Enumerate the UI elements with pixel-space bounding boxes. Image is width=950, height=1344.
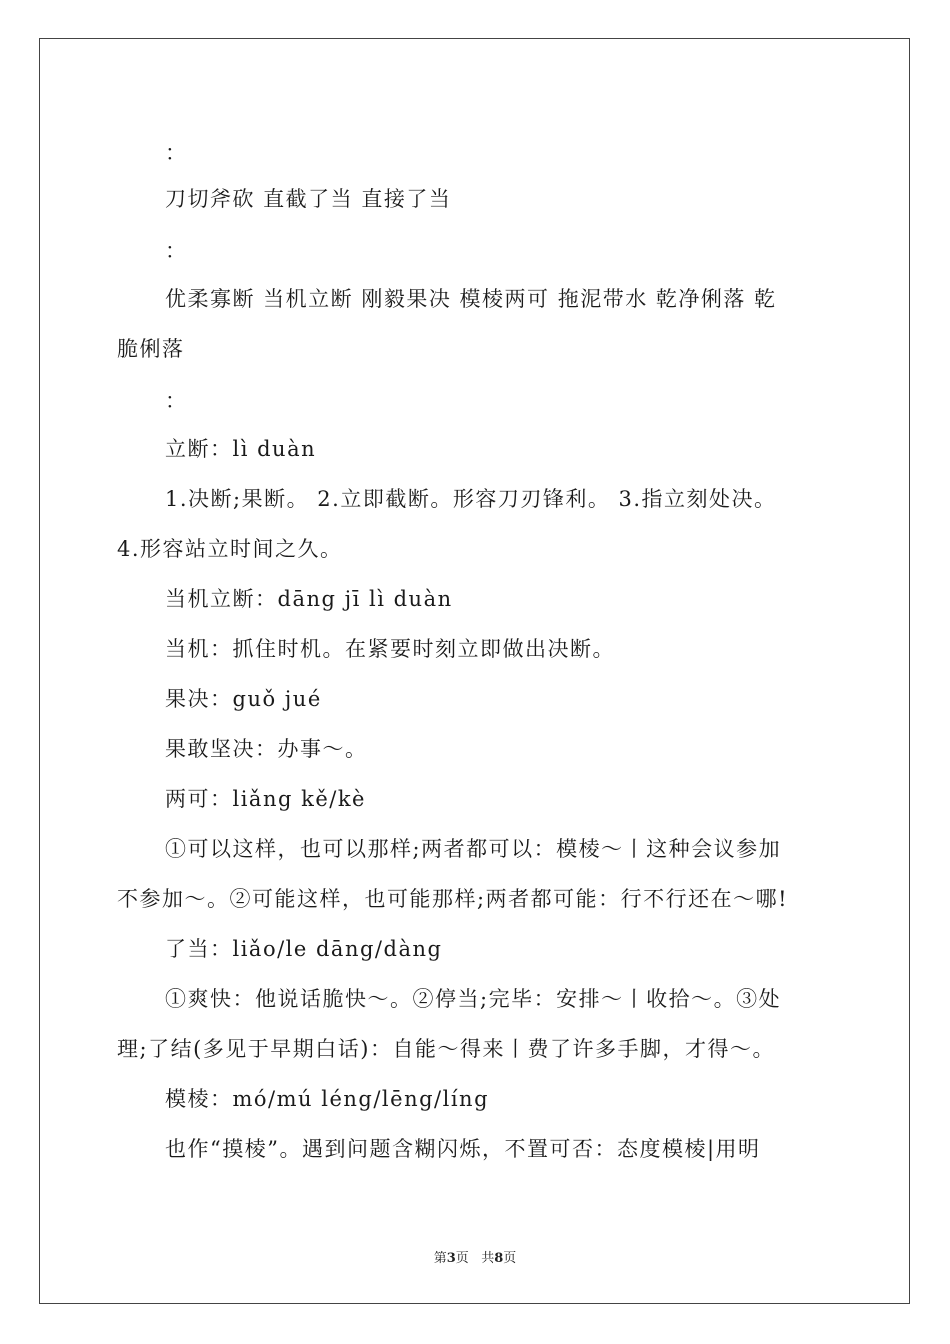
text-line: 理;了结(多见于早期白话)：自能～得来丨费了许多手脚，才得～。 bbox=[117, 1037, 775, 1061]
text-line: 果决：guǒ jué bbox=[165, 687, 322, 711]
total-prefix: 共 bbox=[481, 1251, 495, 1266]
page-number: 3 bbox=[446, 1251, 456, 1266]
text-line: ： bbox=[165, 239, 188, 263]
text-line: 4.形容站立时间之久。 bbox=[117, 537, 343, 561]
text-line: ①爽快：他说话脆快～。②停当;完毕：安排～丨收拾～。③处 bbox=[165, 987, 782, 1011]
text-line: 模棱：mó/mú léng/lēng/líng bbox=[165, 1087, 490, 1111]
page-suffix: 页 bbox=[455, 1251, 469, 1266]
text-line: 脆俐落 bbox=[117, 337, 185, 361]
text-line: 两可：liǎng kě/kè bbox=[165, 787, 366, 811]
total-suffix: 页 bbox=[503, 1251, 517, 1266]
text-line: ： bbox=[165, 141, 188, 165]
text-line: 当机立断：dāng jī lì duàn bbox=[165, 587, 453, 611]
text-line: ①可以这样，也可以那样;两者都可以：模棱～丨这种会议参加 bbox=[165, 837, 782, 861]
text-line: 果敢坚决：办事～。 bbox=[165, 737, 368, 761]
text-line: ： bbox=[165, 389, 188, 413]
page-prefix: 第 bbox=[433, 1251, 447, 1266]
text-line: 立断：lì duàn bbox=[165, 437, 317, 461]
text-line: 了当：liǎo/le dāng/dàng bbox=[165, 937, 443, 961]
text-line: 优柔寡断 当机立断 刚毅果决 模棱两可 拖泥带水 乾净俐落 乾 bbox=[165, 287, 777, 311]
text-line: 不参加～。②可能这样，也可能那样;两者都可能：行不行还在～哪! bbox=[117, 887, 789, 911]
page-footer bbox=[0, 1247, 950, 1266]
text-line: 刀切斧砍 直截了当 直接了当 bbox=[165, 187, 452, 211]
text-line: 也作“摸棱”。遇到问题含糊闪烁，不置可否：态度模棱|用明 bbox=[165, 1137, 761, 1161]
page-border bbox=[39, 38, 910, 1304]
text-line: 当机：抓住时机。在紧要时刻立即做出决断。 bbox=[165, 637, 615, 661]
text-line: 1.决断;果断。 2.立即截断。形容刀刃锋利。 3.指立刻处决。 bbox=[165, 487, 777, 511]
total-pages: 8 bbox=[494, 1251, 504, 1266]
